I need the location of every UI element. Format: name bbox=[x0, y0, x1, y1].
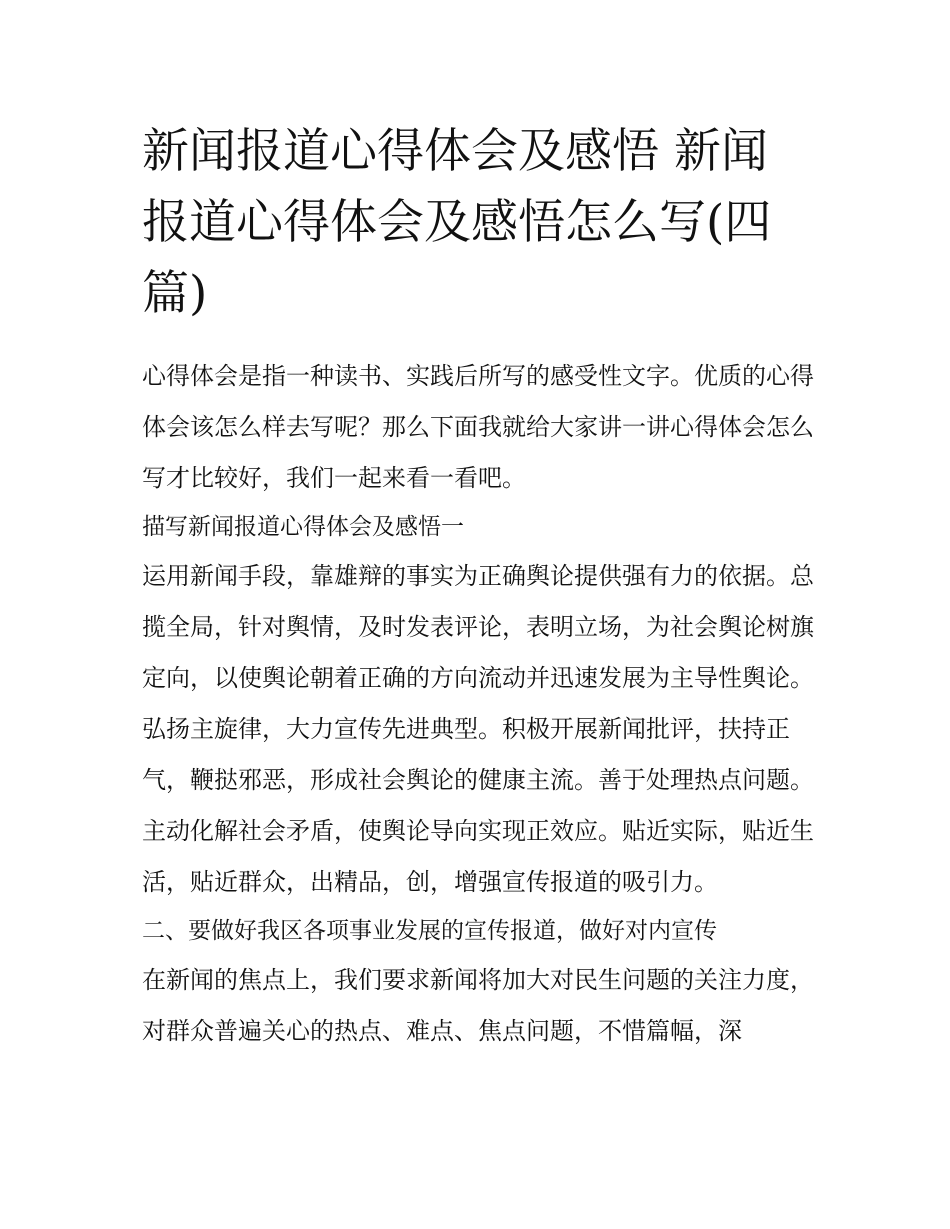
document-body bbox=[142, 351, 814, 1057]
section-heading-1: 描写新闻报道心得体会及感悟一 bbox=[142, 514, 464, 540]
intro-paragraph: 心得体会是指一种读书、实践后所写的感受性文字。优质的心得体会该怎么样去写呢？那么下面我就给大家讲一讲心得体会怎么写才比较好，我们一起来看一看吧。 bbox=[142, 362, 814, 492]
document-title: 新闻报道心得体会及感悟 新闻报道心得体会及感悟怎么写(四篇) bbox=[142, 124, 772, 321]
section-1-paragraph: 运用新闻手段，靠雄辩的事实为正确舆论提供强有力的依据。总揽全局，针对舆情，及时发表评论，表明立场，为社会舆论树旗定向，以使舆论朝着正确的方向流动并迅速发展为主导性舆论。弘扬主旋律，大力宣传先进典型。积极开展新闻批评，扶持正气，鞭挞邪恶，形成社会舆论的健康主流。善于处理热点问题。主动化解社会矛盾，使舆论导向实现正效应。贴近实际，贴近生活，贴近群众，出精品，创，增强宣传报道的吸引力。 bbox=[142, 562, 814, 896]
document-page bbox=[142, 116, 814, 1057]
section-2-paragraph: 在新闻的焦点上，我们要求新闻将加大对民生问题的关注力度，对群众普遍关心的热点、难点、焦点问题，不惜篇幅，深 bbox=[142, 966, 814, 1045]
section-heading-2: 二、要做好我区各项事业发展的宣传报道，做好对内宣传 bbox=[142, 918, 717, 944]
